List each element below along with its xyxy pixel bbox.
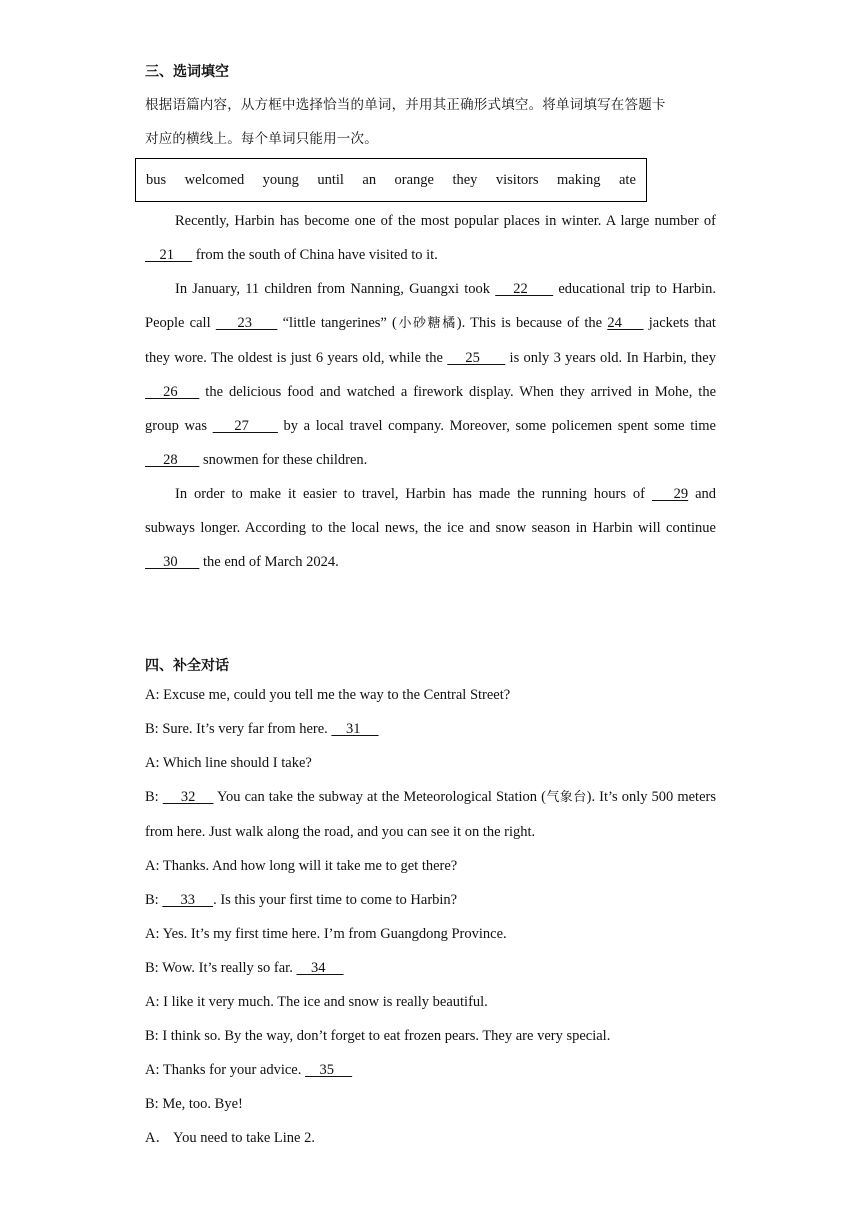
dialogue-line: B: 32 You can take the subway at the Meteorological Station (气象台). It’s only 500 meters from here. Just walk along the road, and you can see it on the right. <box>145 780 716 849</box>
blank-25[interactable]: 25 <box>447 350 506 366</box>
blank-34[interactable]: 34 <box>296 960 344 976</box>
passage-paragraph-2: In January, 11 children from Nanning, Guangxi took 22 educational trip to Harbin. People call 23 “little tangerines” (小砂糖橘). This is because of the 24 jackets that they wore. The oldest is just 6 years old, while the 25 is only 3 years old. In Harbin, they 26 the delicious food and watched a firework display. When they arrived in Mohe, the group was 27 by a local travel company. Moreover, some policemen spent some time 28 snowmen for these children. <box>145 272 716 477</box>
dialogue-line: A: Which line should I take? <box>145 755 312 771</box>
word-bank-item: ate <box>618 171 636 188</box>
section-3-instruction-line-2: 对应的横线上。每个单词只能用一次。 <box>145 131 378 147</box>
worksheet-page <box>145 62 716 1155</box>
dialogue-line: A: Excuse me, could you tell me the way to the Central Street? <box>145 687 511 703</box>
word-bank-item: bus <box>146 171 167 188</box>
dialogue-line: B: Sure. It’s very far from here. 31 <box>145 712 716 746</box>
blank-29[interactable]: 29 <box>651 486 689 502</box>
word-bank-item: an <box>362 171 377 188</box>
section-4-title: 四、补全对话 <box>145 658 229 674</box>
dialogue-line: A: Thanks. And how long will it take me to get there? <box>145 858 458 874</box>
blank-31[interactable]: 31 <box>331 721 379 737</box>
dialogue-line: B: I think so. By the way, don’t forget to eat frozen pears. They are very special. <box>145 1028 611 1044</box>
blank-24[interactable]: 24 <box>607 315 644 331</box>
blank-21[interactable]: 21 <box>145 247 193 263</box>
dialogue-line: B: Me, too. Bye! <box>145 1096 243 1112</box>
word-bank-item: they <box>452 171 478 188</box>
section-3-title: 三、选词填空 <box>145 64 229 80</box>
blank-26[interactable]: 26 <box>145 384 200 400</box>
section-spacer <box>145 579 716 656</box>
word-bank-item: until <box>317 171 344 188</box>
dialogue-line: A: Thanks for your advice. 35 <box>145 1053 716 1087</box>
blank-23[interactable]: 23 <box>215 315 278 331</box>
dialogue-line: B: 33 . Is this your first time to come to Harbin? <box>145 883 716 917</box>
dialogue-line: A: I like it very much. The ice and snow is really beautiful. <box>145 994 488 1010</box>
passage-paragraph-1: Recently, Harbin has become one of the most popular places in winter. A large number of 21 from the south of China have visited to it. <box>145 204 716 272</box>
word-bank-item: visitors <box>495 171 539 188</box>
dialogue-line: A: Yes. It’s my first time here. I’m from Guangdong Province. <box>145 926 507 942</box>
blank-35[interactable]: 35 <box>305 1062 353 1078</box>
blank-30[interactable]: 30 <box>145 554 200 570</box>
blank-32[interactable]: 32 <box>162 789 214 805</box>
answer-option-a: A． You need to take Line 2. <box>145 1130 315 1146</box>
word-bank-item: making <box>557 171 601 188</box>
section-3-instruction-line-1: 根据语篇内容，从方框中选择恰当的单词，并用其正确形式填空。将单词填写在答题卡 <box>145 97 666 113</box>
blank-22[interactable]: 22 <box>495 281 554 297</box>
blank-27[interactable]: 27 <box>212 418 278 434</box>
blank-28[interactable]: 28 <box>145 452 200 468</box>
word-bank-item: orange <box>394 171 434 188</box>
passage-paragraph-3: In order to make it easier to travel, Harbin has made the running hours of 29 and subways longer. According to the local news, the ice and snow season in Harbin will continue 30 the end of March 2024. <box>145 477 716 579</box>
word-bank-item: young <box>262 171 299 188</box>
blank-33[interactable]: 33 <box>162 892 214 908</box>
dialogue-line: B: Wow. It’s really so far. 34 <box>145 951 716 985</box>
word-bank-item: welcomed <box>184 171 245 188</box>
word-bank-box <box>135 158 647 202</box>
